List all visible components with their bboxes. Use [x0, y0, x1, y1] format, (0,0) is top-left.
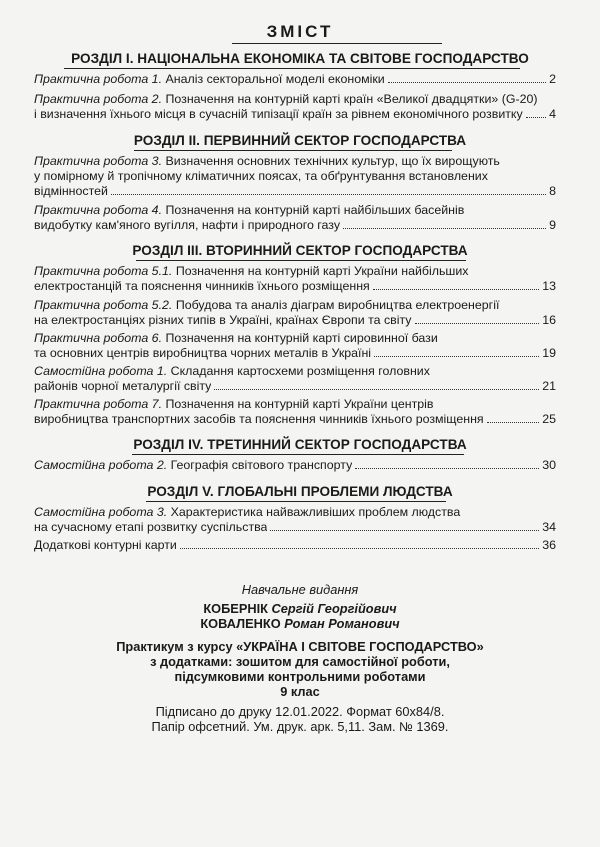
entry-text: видобутку кам'яного вугілля, нафти і природного газу [34, 218, 341, 232]
page-number: 13 [542, 279, 556, 293]
page-number: 34 [542, 520, 556, 534]
leader-dots [214, 389, 539, 390]
entry-label: Самостійна робота 1. [34, 364, 168, 378]
leader-dots [180, 548, 539, 549]
entry-text: Складання картосхеми розміщення головних [170, 364, 430, 378]
entry-text: Позначення на контурній карті найбільших басейнів [165, 203, 465, 217]
page-number: 8 [549, 184, 556, 198]
section-4-underline [132, 454, 464, 455]
page-number: 4 [549, 107, 556, 121]
toc-entry-practical-5-1[interactable] [34, 264, 556, 294]
entry-text: Позначення на контурній карті України найбільших [175, 264, 469, 278]
toc-entry-practical-1[interactable] [34, 72, 556, 87]
book-title-line-1: Практикум з курсу «УКРАЇНА І СВІТОВЕ ГОСПОДАРСТВО» [116, 639, 484, 654]
entry-label: Самостійна робота 2. [34, 458, 168, 472]
leader-dots [526, 117, 546, 118]
entry-label: Практична робота 4. [34, 203, 163, 217]
toc-entry-independent-1[interactable] [34, 364, 556, 394]
leader-dots [111, 194, 546, 195]
grade-label: 9 клас [280, 684, 320, 699]
section-5-title: РОЗДІЛ V. ГЛОБАЛЬНІ ПРОБЛЕМИ ЛЮДСТВА [147, 484, 453, 499]
author-1 [0, 601, 600, 616]
author-2-name: Роман Романович [284, 616, 400, 631]
entry-label: Практична робота 5.1. [34, 264, 173, 278]
page-number: 30 [542, 458, 556, 472]
section-2-title: РОЗДІЛ ІІ. ПЕРВИННИЙ СЕКТОР ГОСПОДАРСТВА [133, 133, 467, 148]
leader-dots [270, 530, 539, 531]
book-title-line-2: з додатками: зошитом для самостійної роботи, [150, 654, 450, 669]
page-title: ЗМІСТ [266, 22, 334, 41]
author-2 [0, 616, 600, 631]
author-1-name: Сергій Георгійович [271, 601, 397, 616]
entry-text: Позначення на контурній карті сировинної бази [165, 331, 438, 345]
section-1-title: РОЗДІЛ І. НАЦІОНАЛЬНА ЕКОНОМІКА ТА СВІТОВЕ ГОСПОДАРСТВО [71, 51, 529, 66]
print-info-line-1: Підписано до друку 12.01.2022. Формат 60х84/8. [155, 704, 445, 719]
print-info-line-2: Папір офсетний. Ум. друк. арк. 5,11. Зам. № 1369. [151, 719, 449, 734]
toc-entry-practical-7[interactable] [34, 397, 556, 427]
leader-dots [374, 356, 539, 357]
entry-text: і визначення їхнього місця в сучасній типізації країн за рівнем економічного розвитку [34, 107, 523, 121]
leader-dots [388, 82, 546, 83]
page-number: 36 [542, 538, 556, 552]
entry-text: районів чорної металургії світу [34, 379, 212, 393]
edition-type: Навчальне видання [241, 582, 359, 597]
entry-text: електростанцій та пояснення чинників їхнього розміщення [34, 279, 370, 293]
page-number: 19 [542, 346, 556, 360]
page-number: 9 [549, 218, 556, 232]
page-number: 25 [542, 412, 556, 426]
entry-text: на електростанціях різних типів в Україні, країнах Європи та світу [34, 313, 412, 327]
entry-text: та основних центрів виробництва чорних металів в Україні [34, 346, 372, 360]
section-3-underline [136, 260, 466, 261]
section-1-underline [64, 68, 520, 69]
entry-text: на сучасному етапі розвитку суспільства [34, 520, 268, 534]
toc-entry-practical-2[interactable] [34, 92, 556, 122]
title-underline [232, 43, 442, 44]
entry-text: Визначення основних технічних культур, що їх вирощують [165, 154, 500, 168]
entry-label: Практична робота 3. [34, 154, 163, 168]
entry-text: Додаткові контурні карти [34, 538, 177, 552]
section-4-title: РОЗДІЛ IV. ТРЕТИННИЙ СЕКТОР ГОСПОДАРСТВА [133, 437, 467, 452]
entry-label: Практична робота 5.2. [34, 298, 173, 312]
toc-entry-practical-3[interactable] [34, 154, 556, 199]
section-2-underline [134, 150, 452, 151]
author-2-surname: КОВАЛЕНКО [200, 616, 281, 631]
entry-text: Позначення на контурній карті України центрів [165, 397, 434, 411]
leader-dots [487, 422, 540, 423]
toc-entry-practical-4[interactable] [34, 203, 556, 233]
entry-text: Географія світового транспорту [170, 458, 353, 472]
entry-text: у помірному й тропічному кліматичних поясах, та обґрунтування встановлених [34, 169, 488, 183]
toc-entry-practical-5-2[interactable] [34, 298, 556, 328]
page-number: 21 [542, 379, 556, 393]
entry-label: Практична робота 1. [34, 72, 163, 86]
leader-dots [355, 468, 539, 469]
entry-text: Характеристика найважливіших проблем людства [170, 505, 461, 519]
toc-entry-independent-2[interactable] [34, 458, 556, 473]
entry-text: Аналіз секторальної моделі економіки [165, 72, 385, 86]
entry-text: Позначення на контурній карті країн «Великої двадцятки» (G-20) [165, 92, 538, 106]
toc-entry-extra-maps[interactable] [34, 538, 556, 553]
page-number: 16 [542, 313, 556, 327]
section-5-underline [146, 501, 446, 502]
book-title-line-3: підсумковими контрольними роботами [174, 669, 426, 684]
entry-text: виробництва транспортних засобів та пояснення чинників їхнього розміщення [34, 412, 484, 426]
leader-dots [343, 228, 546, 229]
entry-label: Практична робота 2. [34, 92, 163, 106]
toc-entry-practical-6[interactable] [34, 331, 556, 361]
entry-label: Самостійна робота 3. [34, 505, 168, 519]
leader-dots [415, 323, 540, 324]
entry-text: Побудова та аналіз діаграм виробництва електроенергії [175, 298, 500, 312]
page-number: 2 [549, 72, 556, 86]
section-3-title: РОЗДІЛ ІІІ. ВТОРИННИЙ СЕКТОР ГОСПОДАРСТВА [132, 243, 468, 258]
entry-label: Практична робота 6. [34, 331, 163, 345]
author-1-surname: КОБЕРНІК [203, 601, 268, 616]
entry-text: відмінностей [34, 184, 108, 198]
toc-entry-independent-3[interactable] [34, 505, 556, 535]
entry-label: Практична робота 7. [34, 397, 163, 411]
leader-dots [373, 289, 539, 290]
